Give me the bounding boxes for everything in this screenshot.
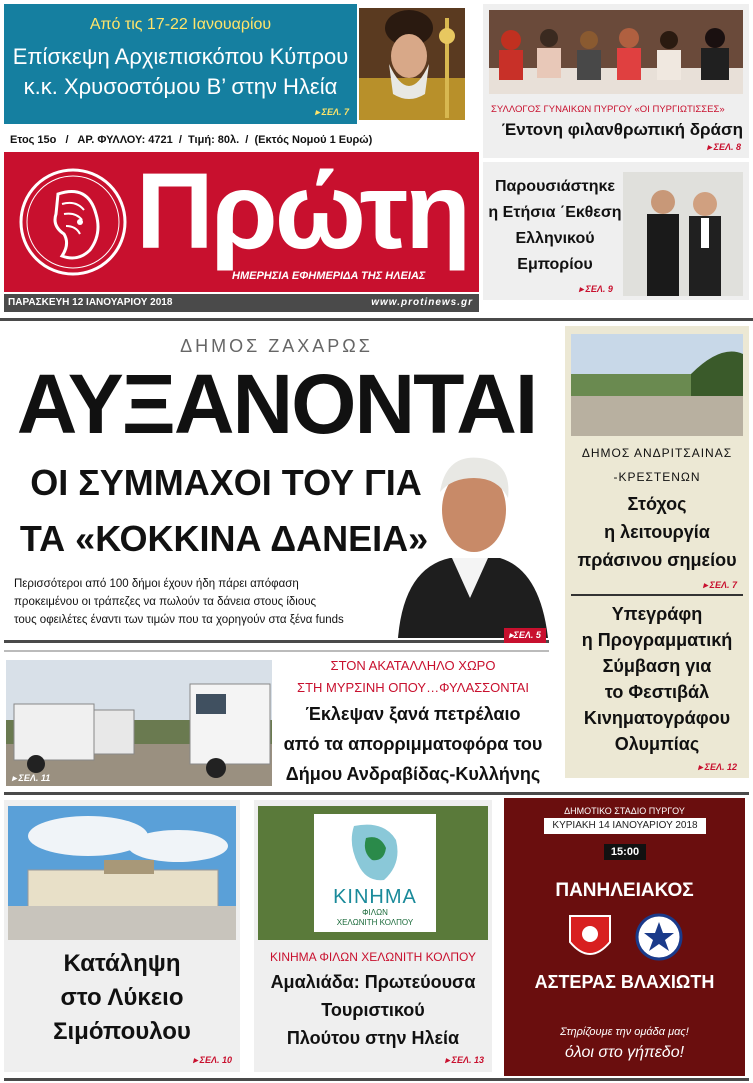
divider-lower <box>4 792 749 795</box>
school-line-2: στο Λύκειο <box>60 984 184 1011</box>
lead-body-2: προκειμένου οι τράπεζες να πωλούν τα δάνεια στους ίδιους <box>14 596 317 608</box>
football-ad[interactable] <box>504 798 745 1076</box>
expo-photo <box>623 172 743 296</box>
masthead <box>4 152 479 292</box>
match-time: 15:00 <box>610 846 640 858</box>
expo-line-1: Παρουσιάστηκε <box>495 178 615 195</box>
green-kicker-1: ΔΗΜΟΣ ΑΝΔΡΙΤΣΑΙΝΑΣ <box>581 446 733 460</box>
women-club-box[interactable] <box>483 4 749 158</box>
women-club-photo <box>489 10 743 94</box>
trucks-line-1: Έκλεψαν ξανά πετρέλαιο <box>305 704 521 724</box>
expo-line-3: Ελληνικού <box>515 230 595 247</box>
arrow-icon: ▸ <box>707 142 712 152</box>
festival-line-3: Σύμβαση για <box>602 656 712 676</box>
green-point-photo <box>571 334 743 436</box>
right-sidebar <box>565 326 749 778</box>
divider-mid <box>4 650 549 652</box>
slogan-2: όλοι στο γήπεδο! <box>564 1044 685 1061</box>
school-photo <box>8 806 236 940</box>
masthead-subtitle: ΗΜΕΡΗΣΙΑ ΕΦΗΜΕΡΙΔΑ ΤΗΣ ΗΛΕΙΑΣ <box>232 270 426 282</box>
women-club-headline: Έντονη φιλανθρωπική δράση <box>501 120 743 139</box>
festival-line-1: Υπεγράφη <box>611 604 703 624</box>
festival-line-4: το Φεστιβάλ <box>604 682 710 702</box>
arrow-icon: ▸ <box>193 1055 198 1065</box>
arrow-icon: ▸ <box>579 284 584 294</box>
green-line-3: πράσινου σημείου <box>577 550 737 570</box>
kinima-photo <box>258 806 488 940</box>
teal-headline-2: κ.κ. Χρυσοστόμου Β’ στην Ηλεία <box>23 74 338 99</box>
expo-box[interactable] <box>483 162 749 300</box>
arrow-icon: ▸ <box>12 773 17 783</box>
issue-info: Ετος 15ο / ΑΡ. ΦΥΛΛΟΥ: 4721 / Τιμή: 80λ. / (Εκτός Νομού 1 Ευρώ) <box>10 134 373 146</box>
kinima-logo-sub-1: ΦΙΛΩΝ <box>362 908 388 917</box>
issue-date: ΠΑΡΑΣΚΕΥΗ 12 ΙΑΝΟΥΑΡΙΟΥ 2018 <box>8 297 173 308</box>
festival-line-2: η Προγραμματική <box>581 630 733 650</box>
away-team-crest-icon <box>634 912 684 962</box>
archbishop-figure <box>359 8 465 120</box>
green-page-ref: ▸ ΣΕΛ. 7 <box>703 580 737 590</box>
arrow-icon: ▸ <box>315 107 320 117</box>
match-time-box <box>604 844 646 860</box>
school-line-1: Κατάληψη <box>63 950 181 977</box>
home-team-crest-icon <box>566 912 614 966</box>
festival-line-6: Ολυμπίας <box>614 734 700 754</box>
women-club-page-ref: ▸ ΣΕΛ. 8 <box>707 142 741 152</box>
masthead-title: Πρώτη <box>135 150 469 271</box>
lead-body-1: Περισσότεροι από 100 δήμοι έχουν ήδη πάρει απόφαση <box>14 578 299 590</box>
green-line-2: η λειτουργία <box>604 522 710 542</box>
away-team: ΑΣΤΕΡΑΣ ΒΛΑΧΙΩΤΗ <box>534 972 715 992</box>
kinima-page-ref: ▸ ΣΕΛ. 13 <box>445 1055 484 1065</box>
expo-line-4: Εμπορίου <box>517 256 593 273</box>
lead-headline: ΑΥΞΑΝΟΝΤΑΙ <box>16 357 537 451</box>
school-line-3: Σιμόπουλου <box>53 1018 191 1045</box>
kinima-logo-word: ΚΙΝΗΜΑ <box>333 886 417 908</box>
lead-portrait-photo <box>390 448 550 638</box>
expo-line-2: η Ετήσια ΄Εκθεση <box>488 204 622 221</box>
home-team: ΠΑΝΗΛΕΙΑΚΟΣ <box>555 880 694 901</box>
school-box[interactable] <box>4 800 240 1072</box>
date-bar <box>4 294 479 312</box>
sidebar-divider <box>571 594 743 596</box>
website-link[interactable]: www.protinews.gr <box>371 297 473 308</box>
kinima-line-2: Τουριστικού <box>321 1000 425 1020</box>
lead-subheadline-2: ΤΑ «ΚΟΚΚΙΝΑ ΔΑΝΕΙΑ» <box>19 518 429 559</box>
school-page-ref: ▸ ΣΕΛ. 10 <box>193 1055 232 1065</box>
kinima-box[interactable] <box>254 800 492 1072</box>
arrow-icon: ▸ <box>445 1055 450 1065</box>
kinima-logo-sub-2: ΧΕΛΩΝΙΤΗ ΚΟΛΠΟΥ <box>336 918 414 927</box>
apollo-coin-logo <box>18 164 128 280</box>
teal-page-ref: ▸ ΣΕΛ. 7 <box>315 107 349 117</box>
arrow-icon: ▸ <box>703 580 708 590</box>
festival-line-5: Κινηματογράφου <box>583 708 731 728</box>
trucks-line-3: Δήμου Ανδραβίδας-Κυλλήνης <box>285 764 541 784</box>
arrow-icon: ▸ <box>509 630 514 640</box>
lead-subheadline-1: ΟΙ ΣΥΜΜΑΧΟΙ ΤΟΥ ΓΙΑ <box>30 462 422 503</box>
trucks-kicker-1: ΣΤΟΝ ΑΚΑΤΑΛΛΗΛΟ ΧΩΡΟ <box>330 658 496 673</box>
match-date-box <box>544 818 706 834</box>
slogan-1: Στηρίζουμε την ομάδα μας! <box>560 1026 689 1038</box>
trucks-page-ref: ▸ ΣΕΛ. 11 <box>12 773 51 783</box>
festival-page-ref: ▸ ΣΕΛ. 12 <box>698 762 737 772</box>
top-teal-box[interactable] <box>4 4 357 124</box>
kinima-line-3: Πλούτου στην Ηλεία <box>286 1028 460 1048</box>
teal-date-line: Από τις 17-22 Ιανουαρίου <box>89 16 272 33</box>
trucks-photo <box>6 660 272 786</box>
lead-page-ref-bar <box>4 640 549 643</box>
lead-body-3: τους οφειλέτες έναντι των τιμών που τα χορηγούν στα ξένα funds <box>14 614 344 626</box>
archbishop-photo <box>359 8 465 120</box>
women-club-kicker: ΣΥΛΛΟΓΟΣ ΓΥΝΑΙΚΩΝ ΠΥΡΓΟΥ «ΟΙ ΠΥΡΓΙΩΤΙΣΣΕΣ» <box>491 104 725 115</box>
trucks-line-2: από τα απορριμματοφόρα του <box>283 734 543 754</box>
teal-headline-1: Επίσκεψη Αρχιεπισκόπου Κύπρου <box>12 44 349 69</box>
match-date: ΚΥΡΙΑΚΗ 14 ΙΑΝΟΥΑΡΙΟΥ 2018 <box>552 820 698 831</box>
kinima-logo-card <box>314 814 436 932</box>
kinima-line-1: Αμαλιάδα: Πρωτεύουσα <box>270 972 476 992</box>
lead-page-ref: ▸ΣΕΛ. 5 <box>504 628 546 643</box>
green-kicker-2: -ΚΡΕΣΤΕΝΩΝ <box>613 470 701 484</box>
lead-kicker: ΔΗΜΟΣ ΖΑΧΑΡΩΣ <box>180 336 373 356</box>
bottom-rule <box>4 1078 749 1081</box>
turtle-map-icon <box>344 820 404 886</box>
expo-page-ref: ▸ ΣΕΛ. 9 <box>579 284 613 294</box>
arrow-icon: ▸ <box>698 762 703 772</box>
stadium-label: ΔΗΜΟΤΙΚΟ ΣΤΑΔΙΟ ΠΥΡΓΟΥ <box>564 806 685 816</box>
kinima-kicker: ΚΙΝΗΜΑ ΦΙΛΩΝ ΧΕΛΩΝΙΤΗ ΚΟΛΠΟΥ <box>270 950 476 964</box>
green-line-1: Στόχος <box>627 494 687 514</box>
trucks-kicker-2: ΣΤΗ ΜΥΡΣΙΝΗ ΟΠΟΥ…ΦΥΛΑΣΣΟΝΤΑΙ <box>297 680 529 695</box>
divider-top <box>0 318 753 321</box>
